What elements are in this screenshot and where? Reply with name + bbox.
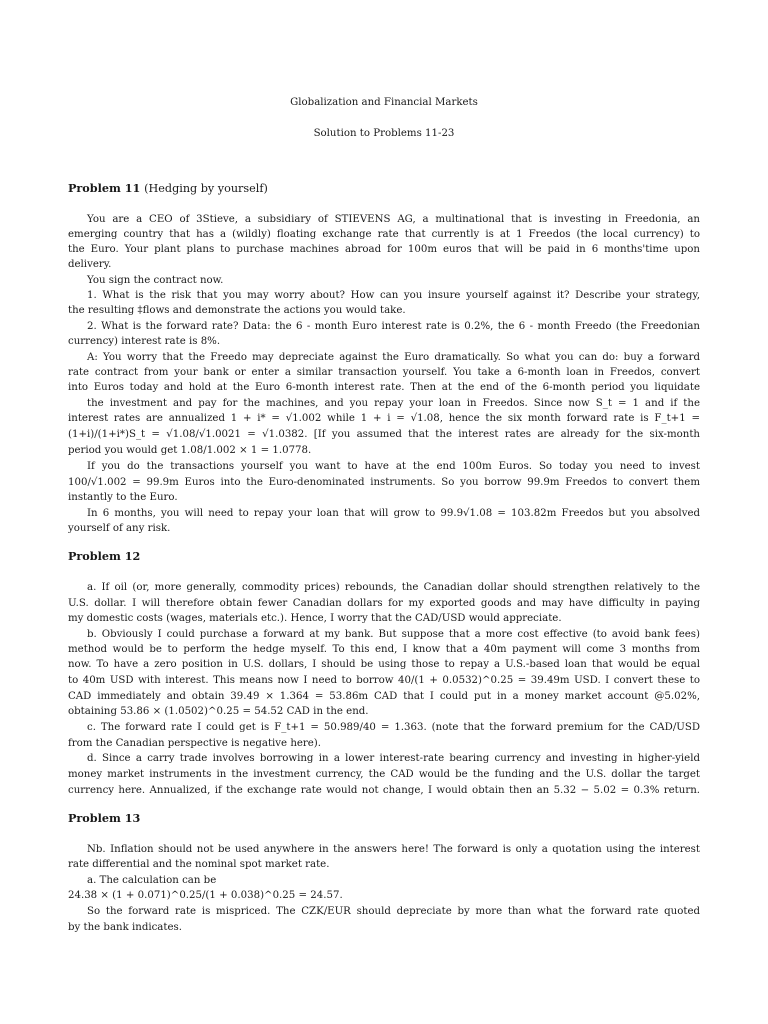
p11-line-2: emerging country that has a (wildly) floating exchange rate that currently is at 1 Freedos (the local currency) to (68, 229, 700, 240)
p12-line-8: CAD immediately and obtain 39.49 × 1.364 = 53.86m CAD that I could put in a money market account @5.02%, (68, 691, 700, 702)
p11-line-9: currency) interest rate is 8%. (68, 336, 221, 347)
p11-line-16: period you would get 1.08/1.002 × 1 = 1.0778. (68, 445, 312, 456)
p11-line-20: In 6 months, you will need to repay your loan that will grow to 99.9√1.08 = 103.82m Freedos but you absolved (87, 508, 700, 519)
p11-line-12: into Euros today and hold at the Euro 6-month interest rate. Then at the end of the 6-month period you liquidate (68, 382, 700, 393)
p11-line-10: A: You worry that the Freedo may depreciate against the Euro dramatically. So what you can do: buy a forward (87, 352, 700, 363)
p13-line-3: a. The calculation can be (87, 875, 217, 886)
problem-12-heading: Problem 12 (68, 549, 141, 563)
problem-11-heading (68, 181, 700, 196)
p12-line-10: c. The forward rate I could get is F_t+1 = 50.989/40 = 1.363. (note that the forward premium for the CAD/USD (87, 722, 700, 733)
p12-line-7: to 40m USD with interest. This means now I need to borrow 40/(1 + 0.0532)^0.25 = 39.49m USD. I convert these to (68, 675, 700, 686)
p13-line-2: rate differential and the nominal spot market rate. (68, 859, 330, 870)
document-subtitle: Solution to Problems 11-23 (313, 128, 455, 139)
p11-line-8: 2. What is the forward rate? Data: the 6 - month Euro interest rate is 0.2%, the 6 - month Freedo (the Freedonian (87, 321, 700, 332)
p12-line-11: from the Canadian perspective is negative here). (68, 738, 322, 749)
document-title: Globalization and Financial Markets (290, 97, 478, 108)
p11-line-15: (1+i)/(1+i*)S_t = √1.08/√1.0021 = √1.0382. [If you assumed that the interest rates are already for the six-month (68, 429, 700, 440)
p11-line-7: the resulting ‡flows and demonstrate the actions you would take. (68, 305, 406, 316)
p11-line-5: You sign the contract now. (87, 275, 224, 286)
p12-line-3: my domestic costs (wages, materials etc.). Hence, I worry that the CAD/USD would appreciate. (68, 613, 562, 624)
p11-line-18: 100/√1.002 = 99.9m Euros into the Euro-denominated instruments. So you borrow 99.9m Freedos to convert them (68, 477, 700, 488)
p11-line-6: 1. What is the risk that you may worry about? How can you insure yourself against it? Describe your strategy, (87, 290, 700, 301)
p11-line-4: delivery. (68, 259, 112, 270)
p11-line-11: rate contract from your bank or enter a similar transaction yourself. You take a 6-month loan in Freedos, convert (68, 367, 700, 378)
p12-line-13: money market instruments in the investment currency, the CAD would be the funding and the U.S. dollar the target (68, 769, 700, 780)
p11-line-14: interest rates are annualized 1 + i* = √1.002 while 1 + i = √1.08, hence the six month forward rate is F_t+1 = (68, 413, 700, 424)
p11-line-17: If you do the transactions yourself you want to have at the end 100m Euros. So today you need to invest (87, 461, 700, 472)
p12-line-2: U.S. dollar. I will therefore obtain fewer Canadian dollars for my exported goods and may have difficulty in paying (68, 598, 700, 609)
p12-line-6: now. To have a zero position in U.S. dollars, I should be using those to repay a U.S.-based loan that would be equal (68, 659, 700, 670)
problem-11-title: Problem 11 (68, 181, 141, 195)
p11-line-1: You are a CEO of 3Stieve, a subsidiary of STIEVENS AG, a multinational that is investing in Freedonia, an (87, 214, 700, 225)
p13-line-6: by the bank indicates. (68, 922, 182, 933)
problem-13-heading: Problem 13 (68, 811, 141, 825)
p13-line-5: So the forward rate is mispriced. The CZK/EUR should depreciate by more than what the forward rate quoted (87, 906, 700, 917)
p13-line-4: 24.38 × (1 + 0.071)^0.25/(1 + 0.038)^0.25 = 24.57. (68, 890, 343, 901)
p12-line-12: d. Since a carry trade involves borrowing in a lower interest-rate bearing currency and investing in higher-yield (87, 753, 700, 764)
p11-line-19: instantly to the Euro. (68, 492, 178, 503)
p12-line-4: b. Obviously I could purchase a forward at my bank. But suppose that a more cost effective (to avoid bank fees) (87, 629, 700, 640)
p12-line-1: a. If oil (or, more generally, commodity prices) rebounds, the Canadian dollar should strengthen relatively to the (87, 582, 700, 593)
p11-line-13: the investment and pay for the machines, and you repay your loan in Freedos. Since now S_t = 1 and if the (87, 398, 700, 409)
p12-line-14: currency here. Annualized, if the exchange rate would not change, I would obtain then an 5.32 − 5.02 = 0.3% return. (68, 785, 700, 796)
p11-line-3: the Euro. Your plant plans to purchase machines abroad for 100m euros that will be paid in 6 months'time upon (68, 244, 700, 255)
p11-line-21: yourself of any risk. (68, 523, 171, 534)
problem-11-note: (Hedging by yourself) (144, 182, 268, 195)
p13-line-1: Nb. Inflation should not be used anywhere in the answers here! The forward is only a quotation using the interest (87, 844, 700, 855)
p12-line-9: obtaining 53.86 × (1.0502)^0.25 = 54.52 CAD in the end. (68, 706, 369, 717)
p12-line-5: method would be to perform the hedge myself. To this end, I know that a 40m payment will come 3 months from (68, 644, 700, 655)
